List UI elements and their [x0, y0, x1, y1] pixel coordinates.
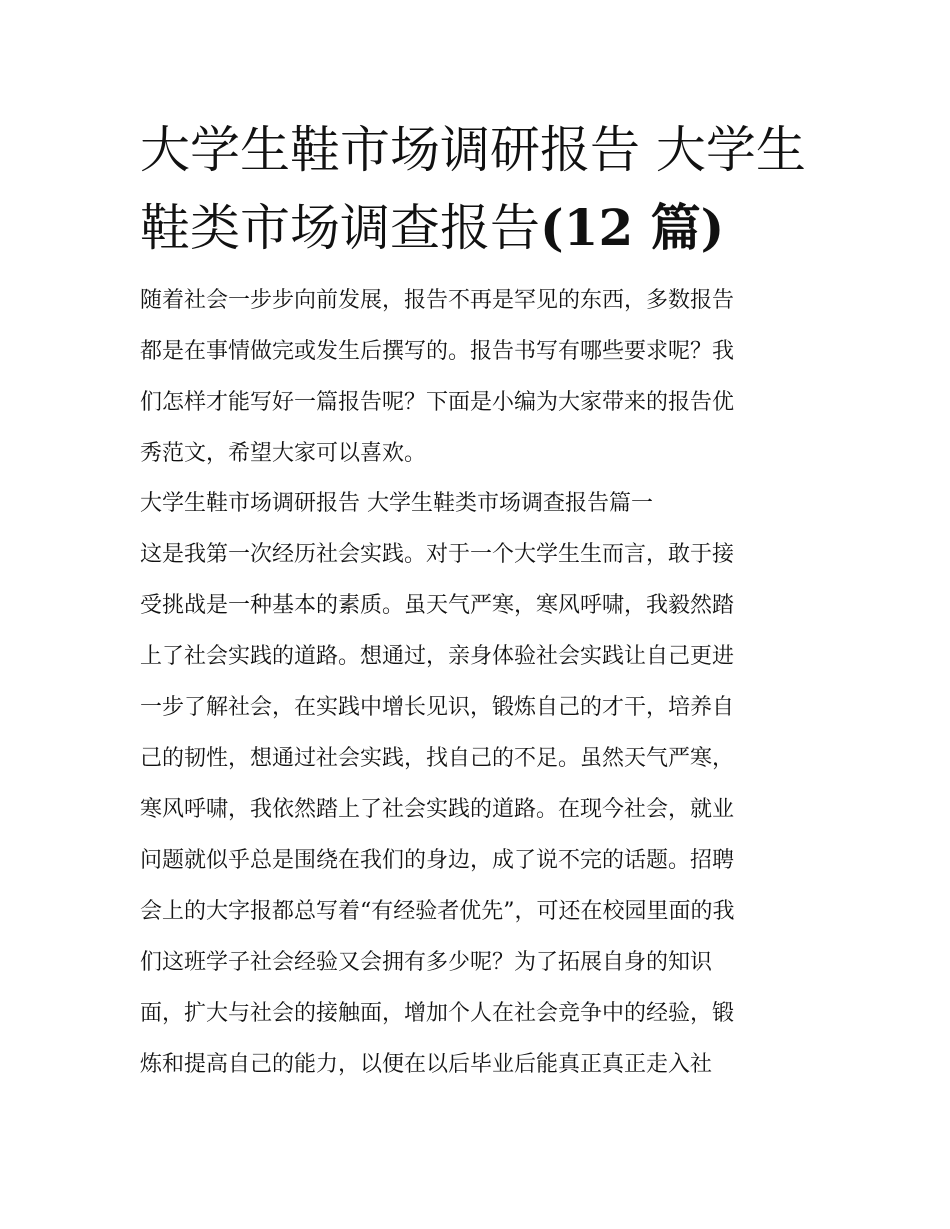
body-line: 这是我第一次经历社会实践。对于一个大学生生而言，敢于接: [140, 542, 735, 567]
body-line: 上了社会实践的道路。想通过，亲身体验社会实践让自己更进: [140, 644, 735, 669]
intro-line: 都是在事情做完或发生后撰写的。报告书写有哪些要求呢？我: [140, 339, 735, 364]
body-line: 们这班学子社会经验又会拥有多少呢？为了拓展自身的知识: [140, 950, 713, 975]
intro-line: 们怎样才能写好一篇报告呢？下面是小编为大家带来的报告优: [140, 390, 735, 415]
title-line-2-text: 鞋类市场调查报告: [140, 199, 540, 257]
body-paragraph: [140, 529, 830, 1090]
document-title: [140, 112, 820, 267]
body-line: 一步了解社会，在实践中增长见识，锻炼自己的才干，培养自: [140, 695, 735, 720]
title-line-2: [140, 189, 820, 267]
section-heading-text: 大学生鞋市场调研报告 大学生鞋类市场调查报告篇一: [140, 491, 653, 516]
title-line-1: 大学生鞋市场调研报告 大学生: [140, 121, 806, 179]
body-line: 会上的大字报都总写着“有经验者优先”，可还在校园里面的我: [140, 899, 735, 924]
section-heading: [140, 478, 830, 529]
body-line: 炼和提高自己的能力，以便在以后毕业后能真正真正走入社: [140, 1052, 713, 1077]
body-line: 寒风呼啸，我依然踏上了社会实践的道路。在现今社会，就业: [140, 797, 735, 822]
intro-paragraph: [140, 275, 830, 479]
body-line: 面，扩大与社会的接触面，增加个人在社会竞争中的经验，锻: [140, 1001, 735, 1026]
body-line: 问题就似乎总是围绕在我们的身边，成了说不完的话题。招聘: [140, 848, 735, 873]
intro-line: 秀范文，希望大家可以喜欢。: [140, 441, 427, 466]
body-line: 己的韧性，想通过社会实践，找自己的不足。虽然天气严寒，: [140, 746, 735, 771]
intro-line: 随着社会一步步向前发展，报告不再是罕见的东西，多数报告: [140, 288, 735, 313]
title-suffix: (12 篇): [540, 198, 725, 257]
body-line: 受挑战是一种基本的素质。虽天气严寒，寒风呼啸，我毅然踏: [140, 593, 735, 618]
